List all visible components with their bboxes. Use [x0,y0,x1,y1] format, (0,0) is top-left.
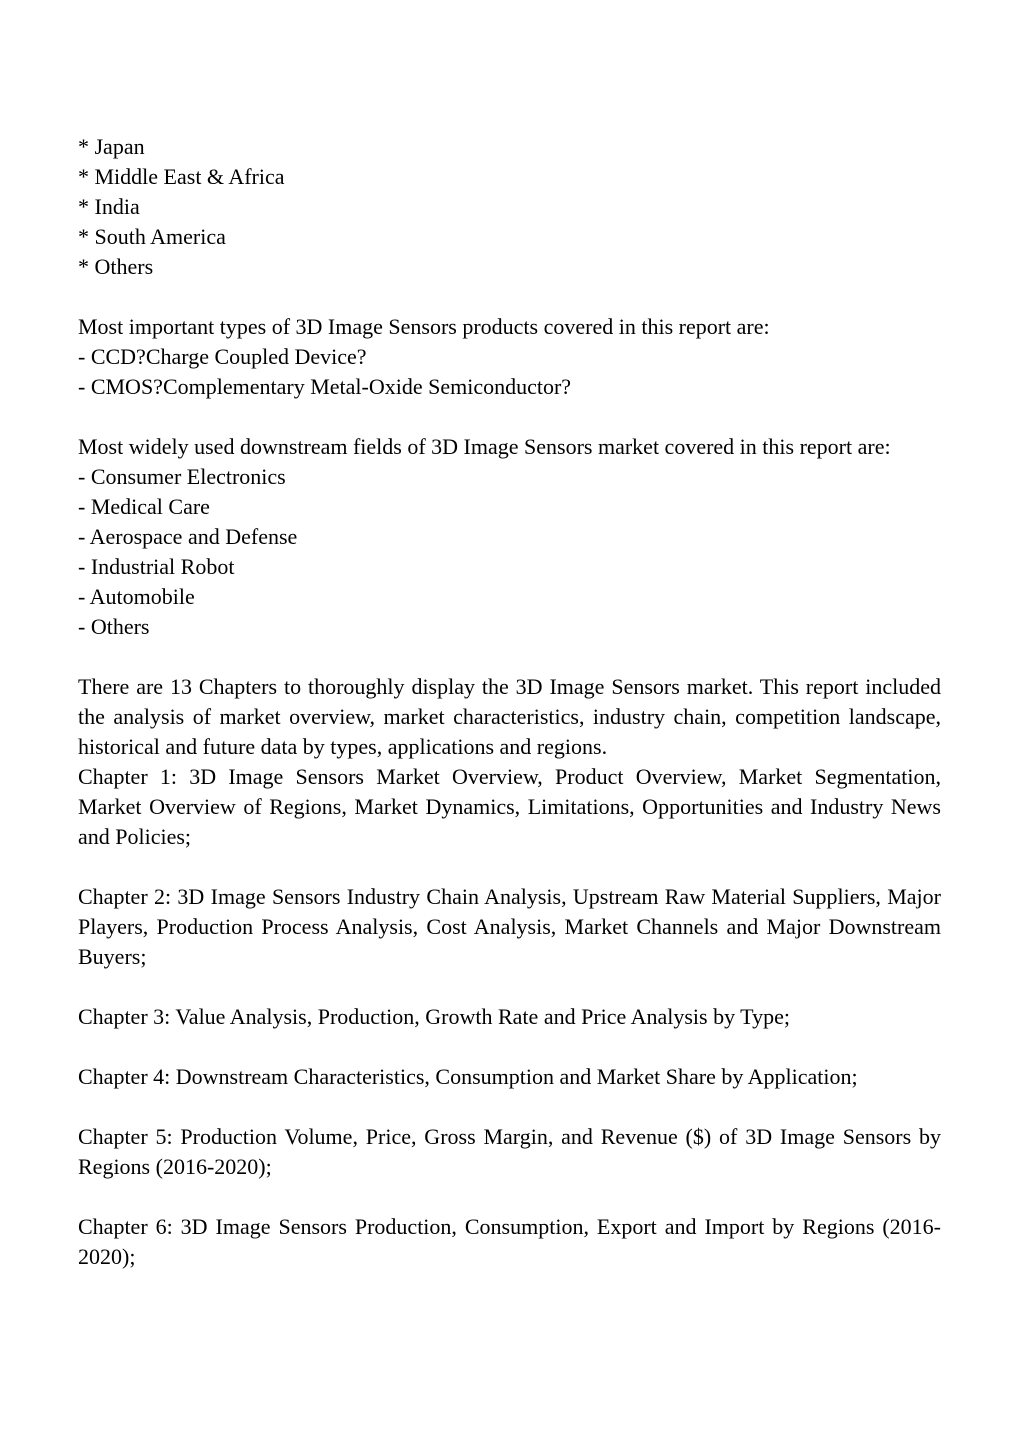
paragraph-gap [78,1092,941,1122]
document-page [78,132,941,1272]
list-item: * India [78,194,140,219]
paragraph-gap [78,852,941,882]
chapters-section [78,672,941,1272]
chapter-paragraph: Chapter 2: 3D Image Sensors Industry Chain Analysis, Upstream Raw Material Suppliers, Major Players, Production Process Analysis, Cost Analysis, Market Channels and Major Downstream Buyers; [78,884,941,969]
chapters-intro: There are 13 Chapters to thoroughly display the 3D Image Sensors market. This report included the analysis of market overview, market characteristics, industry chain, competition landscape, historical and future data by types, applications and regions. [78,674,941,759]
list-item: - Others [78,614,150,639]
list-item: - Aerospace and Defense [78,524,298,549]
list-item: - CCD?Charge Coupled Device? [78,344,367,369]
list-item: * Others [78,254,154,279]
paragraph-gap [78,402,941,432]
list-item: - Industrial Robot [78,554,235,579]
list-item: * South America [78,224,226,249]
paragraph-gap [78,1032,941,1062]
list-item: * Japan [78,134,145,159]
fields-intro: Most widely used downstream fields of 3D Image Sensors market covered in this report are: [78,434,891,459]
paragraph-gap [78,282,941,312]
chapter-paragraph: Chapter 5: Production Volume, Price, Gross Margin, and Revenue ($) of 3D Image Sensors by Regions (2016-2020); [78,1124,941,1179]
chapter-paragraph: Chapter 4: Downstream Characteristics, Consumption and Market Share by Application; [78,1064,858,1089]
list-item: - Medical Care [78,494,210,519]
fields-section [78,432,941,642]
list-item: - Automobile [78,584,195,609]
list-item: - CMOS?Complementary Metal-Oxide Semiconductor? [78,374,572,399]
types-intro: Most important types of 3D Image Sensors products covered in this report are: [78,314,770,339]
regions-list [78,132,941,282]
chapter-paragraph: Chapter 1: 3D Image Sensors Market Overview, Product Overview, Market Segmentation, Market Overview of Regions, Market Dynamics, Limitations, Opportunities and Industry News and Policies; [78,764,941,849]
list-item: * Middle East & Africa [78,164,285,189]
paragraph-gap [78,1182,941,1212]
list-item: - Consumer Electronics [78,464,286,489]
chapter-paragraph: Chapter 3: Value Analysis, Production, Growth Rate and Price Analysis by Type; [78,1004,790,1029]
paragraph-gap [78,972,941,1002]
chapter-paragraph: Chapter 6: 3D Image Sensors Production, Consumption, Export and Import by Regions (2016-2020); [78,1214,941,1269]
types-section [78,312,941,402]
paragraph-gap [78,642,941,672]
